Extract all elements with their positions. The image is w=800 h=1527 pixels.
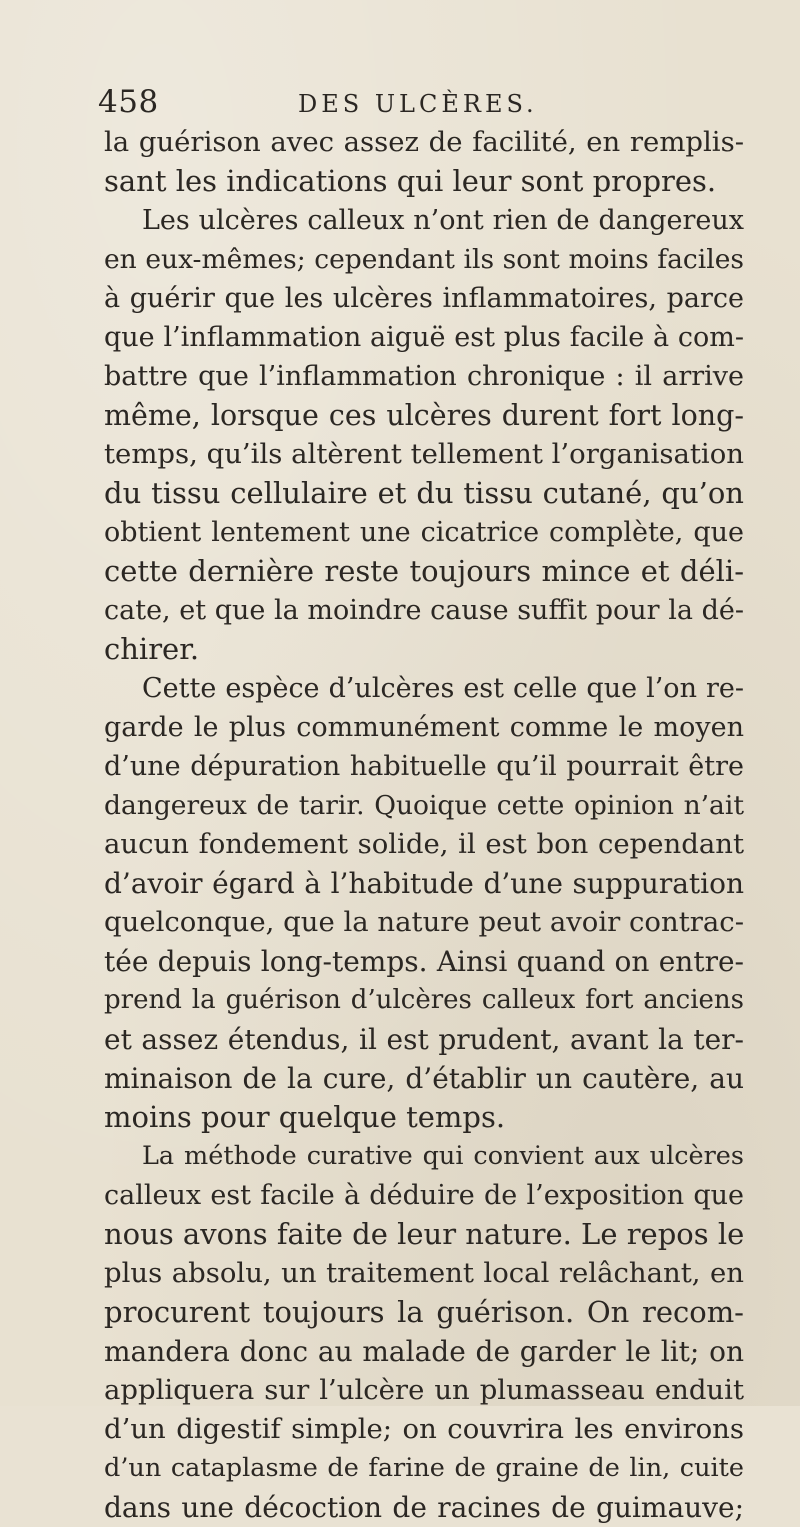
text-line: Cette espèce d’ulcères est celle que l’on re-	[142, 673, 744, 704]
text-line: dans une décoction de racines de guimauve;	[104, 1491, 744, 1524]
text-line: quelconque, que la nature peut avoir contrac-	[104, 906, 744, 938]
text-line: que l’inflammation aiguë est plus facile à com-	[104, 322, 744, 353]
text-line: temps, qu’ils altèrent tellement l’organisation	[104, 438, 744, 470]
text-line: d’un digestif simple; on couvrira les environs	[104, 1413, 744, 1445]
text-line: procurent toujours la guérison. On recom-	[104, 1295, 744, 1329]
text-line: chirer.	[104, 632, 200, 666]
text-line: la guérison avec assez de facilité, en remplis-	[104, 126, 744, 158]
running-title: DES ULCÈRES.	[298, 90, 538, 118]
text-line: en eux-mêmes; cependant ils sont moins faciles	[104, 244, 744, 275]
text-line: du tissu cellulaire et du tissu cutané, qu’on	[104, 476, 744, 510]
text-line: prend la guérison d’ulcères calleux fort anciens	[104, 985, 744, 1015]
text-line: nous avons faite de leur nature. Le repos le	[104, 1217, 745, 1251]
text-line: mandera donc au malade de garder le lit; on	[104, 1335, 744, 1368]
text-line: obtient lentement une cicatrice complète, que	[104, 517, 744, 548]
text-line: La méthode curative qui convient aux ulcères	[142, 1141, 744, 1171]
text-line: cate, et que la moindre cause suffit pour la dé-	[104, 595, 744, 626]
text-line: cette dernière reste toujours mince et déli-	[104, 554, 744, 588]
text-line: moins pour quelque temps.	[104, 1100, 506, 1134]
text-line: battre que l’inflammation chronique : il arrive	[104, 361, 744, 392]
text-line: garde le plus communément comme le moyen	[104, 712, 744, 743]
text-line: tée depuis long-temps. Ainsi quand on entre-	[104, 945, 744, 978]
text-line: d’un cataplasme de farine de graine de lin, cuite	[104, 1453, 744, 1483]
text-line: à guérir que les ulcères inflammatoires, parce	[104, 283, 744, 314]
text-line: sant les indications qui leur sont propres.	[104, 164, 717, 198]
text-line: même, lorsque ces ulcères durent fort long-	[104, 399, 744, 432]
page-header	[98, 84, 698, 124]
text-line: Les ulcères calleux n’ont rien de dangereux	[142, 205, 744, 236]
text-line: dangereux de tarir. Quoique cette opinion n’ait	[104, 790, 744, 821]
text-line: appliquera sur l’ulcère un plumasseau enduit	[104, 1374, 744, 1406]
text-line: et assez étendus, il est prudent, avant la ter-	[104, 1023, 744, 1056]
text-line: minaison de la cure, d’établir un cautère, au	[104, 1062, 744, 1095]
text-line: d’avoir égard à l’habitude d’une suppuration	[104, 867, 744, 900]
text-line: d’une dépuration habituelle qu’il pourrait être	[104, 751, 744, 782]
page-number: 458	[98, 84, 159, 120]
text-line: plus absolu, un traitement local relâchant, en	[104, 1257, 744, 1289]
text-line: aucun fondement solide, il est bon cependant	[104, 828, 744, 860]
body-text	[104, 123, 744, 1527]
text-line: calleux est facile à déduire de l’exposition que	[104, 1180, 744, 1211]
